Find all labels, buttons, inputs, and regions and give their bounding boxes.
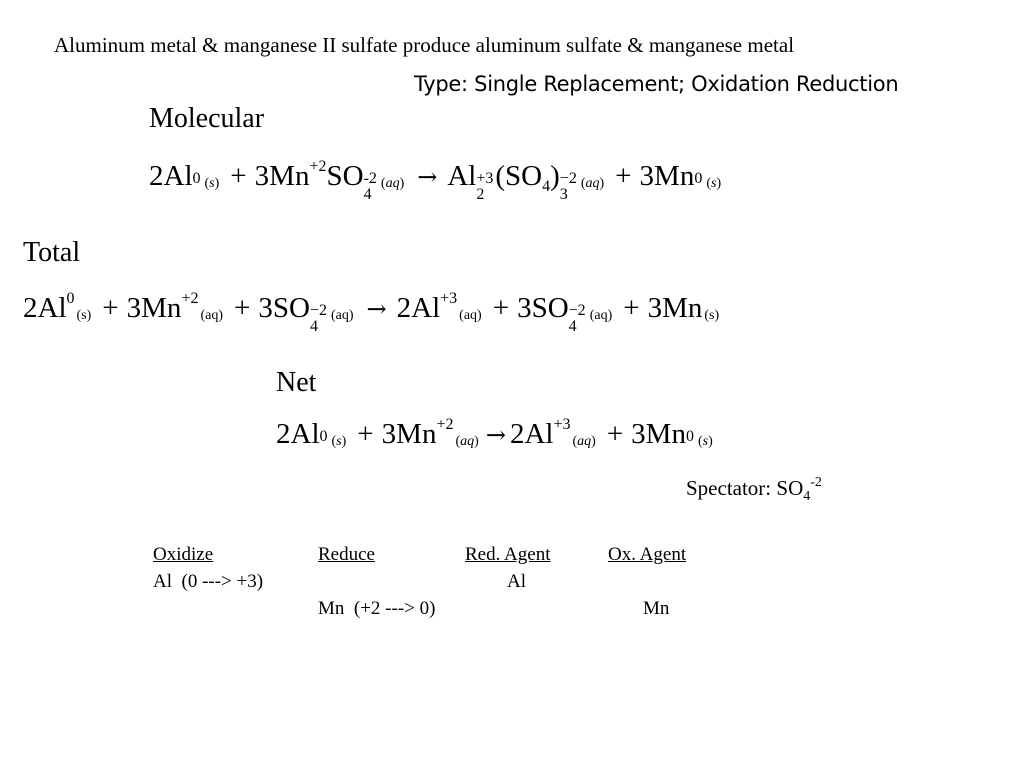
reactant-al: 2Al — [23, 292, 67, 324]
plus-sign: + — [492, 292, 510, 324]
state-aqueous: (aq) — [572, 434, 596, 449]
product-so-subscript: 4 — [542, 178, 551, 195]
so-subscript: 4 — [309, 318, 318, 335]
reaction-arrow: → — [366, 295, 387, 323]
state-solid: (s) — [76, 308, 92, 323]
spectator-subscript: 4 — [803, 489, 811, 504]
state-aqueous: (aq) — [459, 308, 482, 323]
table-header-row — [153, 544, 698, 571]
product-mn: 3Mn — [639, 160, 695, 192]
state-solid: (s) — [331, 434, 347, 449]
product-so: SO — [505, 160, 543, 192]
spectator-charge: -2 — [810, 475, 822, 490]
product-al: 2Al — [509, 418, 554, 450]
plus-sign: + — [606, 418, 624, 450]
spectator-label: Spectator: SO — [686, 476, 804, 500]
right-paren: ) — [550, 160, 560, 192]
page-title: Aluminum metal & manganese II sulfate produce aluminum sulfate & manganese metal — [54, 33, 795, 57]
table-cell — [153, 598, 318, 625]
table-cell — [318, 571, 465, 598]
plus-sign: + — [615, 160, 632, 192]
reactant-al: 2Al — [276, 418, 320, 450]
state-aqueous: (aq) — [330, 308, 354, 323]
total-ionic-equation — [23, 292, 722, 337]
state-aqueous: (aq) — [589, 308, 613, 323]
al-charge: 0 — [319, 428, 328, 445]
product-al: 2Al — [396, 292, 441, 324]
so-charge: −2 — [309, 302, 327, 319]
product-mn: 3Mn — [631, 418, 686, 450]
group-subscript: 3 — [559, 186, 568, 203]
table-cell: Al — [507, 571, 526, 592]
reactant-mn: 3Mn — [126, 292, 182, 324]
table-row — [153, 571, 698, 598]
section-heading-total: Total — [23, 237, 81, 268]
plus-sign: + — [623, 292, 640, 324]
reaction-arrow: → — [417, 163, 438, 191]
section-heading-molecular: Molecular — [149, 103, 265, 134]
reactant-mn: 3Mn — [254, 160, 310, 192]
reactant-al: 2Al — [149, 160, 193, 192]
so-charge: -2 — [363, 170, 377, 187]
section-heading-net: Net — [276, 367, 317, 398]
state-aqueous: (aq) — [455, 434, 479, 449]
plus-sign: + — [234, 292, 251, 324]
plus-sign: + — [102, 292, 119, 324]
net-ionic-equation — [276, 418, 716, 463]
state-aqueous: (aq) — [580, 176, 605, 191]
plus-sign: + — [230, 160, 247, 192]
mn-charge: +2 — [309, 158, 327, 175]
state-aqueous: (aq) — [200, 308, 224, 323]
al-product-subscript: 2 — [476, 186, 485, 203]
table-cell: Mn — [643, 598, 670, 619]
reactant-mn: 3Mn — [381, 418, 437, 450]
table-cell — [608, 571, 698, 598]
mn-charge: +2 — [436, 416, 454, 433]
left-paren: ( — [495, 160, 506, 192]
plus-sign: + — [357, 418, 374, 450]
product-mn: 3Mn — [647, 292, 703, 324]
al-product-charge: +3 — [476, 170, 494, 187]
al-product-charge: +3 — [553, 416, 571, 433]
header-reduce: Reduce — [318, 544, 375, 565]
al-product-charge: +3 — [440, 290, 458, 307]
state-solid: (s) — [704, 308, 720, 323]
mn-charge: +2 — [181, 290, 199, 307]
molecular-equation — [149, 160, 724, 205]
table-row — [153, 598, 698, 625]
reactant-so: SO — [326, 160, 364, 192]
header-oxidize: Oxidize — [153, 544, 214, 565]
al-charge: 0 — [66, 290, 75, 307]
reaction-type: Type: Single Replacement; Oxidation Reduction — [414, 72, 899, 96]
mn-product-charge: 0 — [685, 428, 694, 445]
product-so: 3SO — [517, 292, 569, 324]
header-ox-agent: Ox. Agent — [608, 544, 687, 565]
group-charge: −2 — [559, 170, 577, 187]
state-solid: (s) — [204, 176, 220, 191]
state-aqueous: (aq) — [380, 176, 405, 191]
so-subscript: 4 — [363, 186, 372, 203]
al-charge: 0 — [192, 170, 201, 187]
header-red-agent: Red. Agent — [465, 544, 551, 565]
mn-product-charge: 0 — [694, 170, 703, 187]
reaction-arrow: → — [485, 421, 506, 449]
table-cell: Mn (+2 ---> 0) — [318, 598, 436, 619]
state-solid: (s) — [697, 434, 713, 449]
product-al: Al — [447, 160, 477, 192]
so-product-subscript: 4 — [568, 318, 577, 335]
reactant-so: 3SO — [258, 292, 310, 324]
table-cell — [465, 598, 608, 625]
state-solid: (s) — [706, 176, 722, 191]
so-product-charge: −2 — [568, 302, 586, 319]
spectator-ion — [686, 475, 822, 504]
table-cell: Al (0 ---> +3) — [153, 571, 264, 592]
redox-agents-table — [153, 544, 698, 625]
